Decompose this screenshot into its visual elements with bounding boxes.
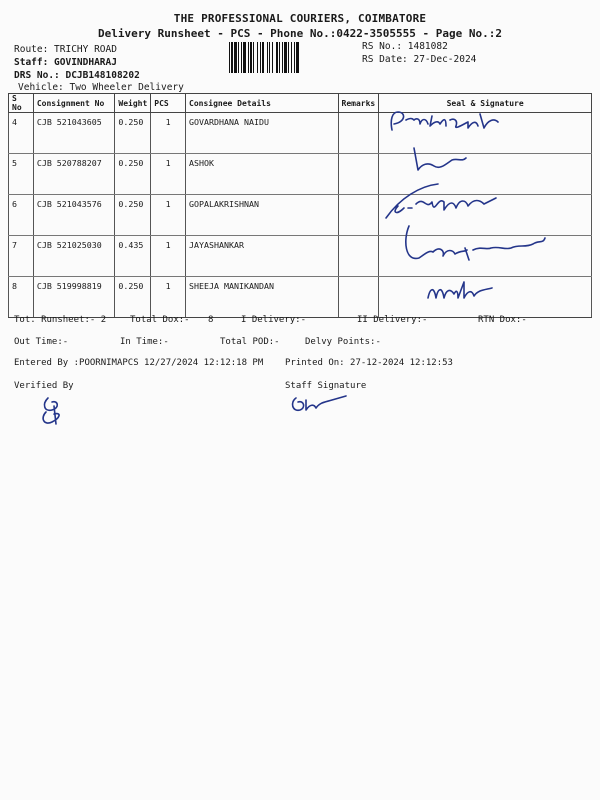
col-pcs: PCS	[151, 94, 186, 113]
cell-pcs: 1	[151, 154, 186, 195]
staff-label: Staff: GOVINDHARAJ	[14, 57, 117, 68]
tot-runsheet: Tot. Runsheet:- 2	[14, 315, 107, 325]
cell-consignment: CJB 521043605	[33, 113, 115, 154]
staff-signature-label: Staff Signature	[285, 381, 367, 391]
rtn-dox: RTN Dox:-	[478, 315, 527, 325]
cell-sno: 6	[9, 195, 34, 236]
entered-by: Entered By :POORNIMAPCS 12/27/2024 12:12:18 PM	[14, 358, 264, 368]
vehicle-label: Vehicle: Two Wheeler Delivery	[18, 82, 184, 93]
rs-date: RS Date: 27-Dec-2024	[362, 54, 477, 65]
cell-pcs: 1	[151, 195, 186, 236]
signature-row5	[400, 144, 480, 176]
out-time: Out Time:-	[14, 337, 69, 347]
total-dox-value: 8	[208, 315, 214, 325]
cell-consignment: CJB 521043576	[33, 195, 115, 236]
cell-sno: 5	[9, 154, 34, 195]
cell-consignee: JAYASHANKAR	[186, 236, 338, 277]
delvy-points: Delvy Points:-	[305, 337, 381, 347]
verified-signature	[34, 394, 74, 428]
barcode	[229, 42, 352, 73]
company-name: THE PROFESSIONAL COURIERS, COIMBATORE	[173, 12, 427, 25]
cell-weight: 0.250	[115, 195, 151, 236]
col-signature: Seal & Signature	[379, 94, 592, 113]
cell-sno: 7	[9, 236, 34, 277]
printed-on: Printed On: 27-12-2024 12:12:53	[285, 358, 453, 368]
in-time: In Time:-	[120, 337, 169, 347]
cell-consignment: CJB 520788207	[33, 154, 115, 195]
total-pod: Total POD:-	[220, 337, 280, 347]
ii-delivery: II Delivery:-	[357, 315, 428, 325]
cell-remarks	[338, 277, 379, 318]
cell-remarks	[338, 154, 379, 195]
cell-consignee: SHEEJA MANIKANDAN	[186, 277, 338, 318]
cell-remarks	[338, 236, 379, 277]
verified-by: Verified By	[14, 381, 74, 391]
i-delivery: I Delivery:-	[241, 315, 307, 325]
cell-weight: 0.250	[115, 154, 151, 195]
col-weight: Weight	[115, 94, 151, 113]
col-remarks: Remarks	[338, 94, 379, 113]
signature-row4	[380, 104, 520, 138]
cell-weight: 0.250	[115, 113, 151, 154]
signature-row8	[420, 272, 500, 304]
cell-consignment: CJB 519998819	[33, 277, 115, 318]
cell-remarks	[338, 195, 379, 236]
signature-row7	[395, 220, 555, 270]
cell-consignee: GOVARDHANA NAIDU	[186, 113, 338, 154]
route-label: Route: TRICHY ROAD	[14, 44, 117, 55]
signature-row6	[380, 178, 510, 226]
cell-pcs: 1	[151, 277, 186, 318]
cell-remarks	[338, 113, 379, 154]
total-dox-label: Total Dox:-	[130, 315, 190, 325]
cell-pcs: 1	[151, 113, 186, 154]
cell-weight: 0.435	[115, 236, 151, 277]
col-consignment: Consignment No	[33, 94, 115, 113]
cell-consignment: CJB 521025030	[33, 236, 115, 277]
cell-consignee: ASHOK	[186, 154, 338, 195]
cell-sno: 4	[9, 113, 34, 154]
staff-signature	[286, 390, 356, 416]
col-sno: S No	[9, 94, 34, 113]
table-row	[9, 277, 592, 318]
cell-pcs: 1	[151, 236, 186, 277]
cell-sno: 8	[9, 277, 34, 318]
col-consignee: Consignee Details	[186, 94, 338, 113]
runsheet-title: Delivery Runsheet - PCS - Phone No.:0422-3505555 - Page No.:2	[98, 27, 502, 40]
cell-consignee: GOPALAKRISHNAN	[186, 195, 338, 236]
drs-number: DRS No.: DCJB148108202	[14, 70, 140, 81]
rs-number: RS No.: 1481082	[362, 41, 448, 52]
cell-weight: 0.250	[115, 277, 151, 318]
